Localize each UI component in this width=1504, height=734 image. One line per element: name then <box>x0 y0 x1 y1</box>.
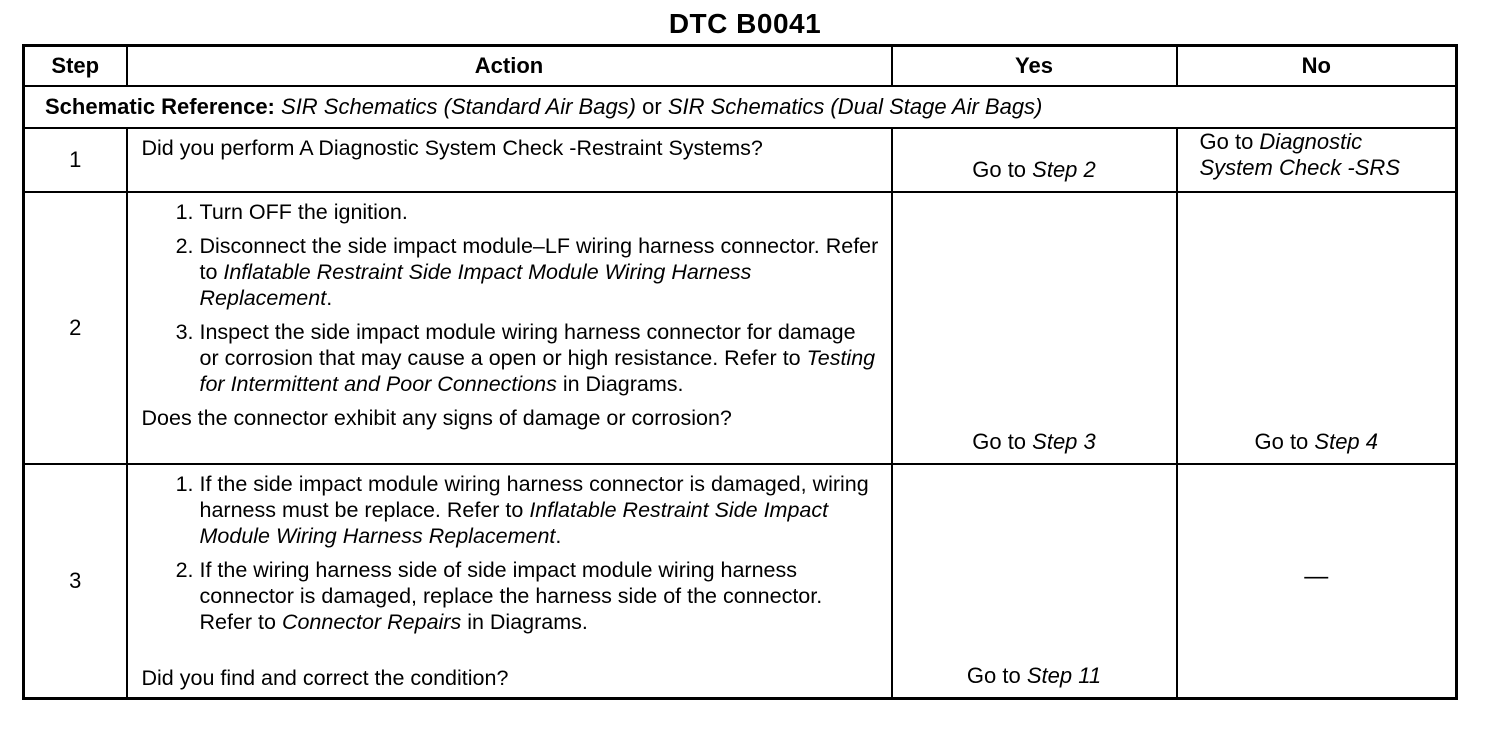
header-yes: Yes <box>892 46 1177 87</box>
yes-link[interactable]: Step 2 <box>1032 157 1096 182</box>
question-text: Did you find and correct the condition? <box>141 666 509 690</box>
table-row-step-3 <box>24 464 1457 699</box>
reference-link[interactable]: Connector Repairs <box>281 610 462 634</box>
doc-reference[interactable]: Diagrams <box>489 610 582 634</box>
question-text: Does the connector exhibit any signs of damage or corrosion? <box>141 406 732 430</box>
action-list <box>142 471 881 635</box>
action-cell <box>127 192 892 464</box>
step-number: 2 <box>24 192 127 464</box>
yes-cell: Go to Step 3 <box>892 192 1177 464</box>
no-link[interactable]: Step 4 <box>1314 429 1379 454</box>
no-cell: — <box>1177 464 1457 699</box>
yes-link[interactable]: Step 3 <box>1032 429 1096 454</box>
reference-link[interactable]: Inflatable Restraint Side Impact Module Wiring Harness Replacement <box>199 260 752 310</box>
doc-reference[interactable]: Diagrams <box>585 372 678 396</box>
step-number: 1 <box>24 128 127 192</box>
list-item: 1. Turn OFF the ignition. <box>200 199 881 225</box>
header-action: Action <box>127 46 892 87</box>
header-step: Step <box>24 46 127 87</box>
schematic-row <box>24 86 1457 128</box>
table-row-step-2 <box>24 192 1457 464</box>
list-item: 2. Disconnect the side impact module–LF wiring harness connector. Refer to Inflatable Restraint Side Impact Module Wiring Harness Replacement. <box>200 233 881 311</box>
action-cell <box>127 128 892 192</box>
no-link-cont[interactable]: System Check -SRS <box>1199 155 1400 180</box>
reference-link[interactable]: Inflatable Restraint Side Impact Module Wiring Harness Replacement <box>199 498 829 548</box>
page-title: DTC B0041 <box>668 8 822 39</box>
schematic-ref-standard[interactable]: SIR Schematics (Standard Air Bags) <box>281 94 637 119</box>
header-no: No <box>1177 46 1457 87</box>
list-item: 1. If the side impact module wiring harness connector is damaged, wiring harness must be replace. Refer to Inflatable Restraint Side Impact Module Wiring Harness Replacement. <box>200 471 881 549</box>
yes-cell: Go to Step 2 <box>892 128 1177 192</box>
reference-link[interactable]: Testing for Intermittent and Poor Connections <box>199 346 876 396</box>
schematic-ref-dual[interactable]: SIR Schematics (Dual Stage Air Bags) <box>667 94 1043 119</box>
schematic-or: or <box>642 94 662 119</box>
yes-link[interactable]: Step 11 <box>1026 663 1102 688</box>
no-cell: Go to Step 4 <box>1177 192 1457 464</box>
yes-cell: Go to Step 11 <box>892 464 1177 699</box>
schematic-label: Schematic Reference: <box>45 94 275 119</box>
schematic-reference <box>24 86 1457 128</box>
list-item: 2. If the wiring harness side of side impact module wiring harness connector is damaged, replace the harness side of the connector. Refer to Connector Repairs in Diagrams. <box>200 557 881 635</box>
no-link[interactable]: Diagnostic <box>1259 129 1363 154</box>
dtc-table <box>22 44 1458 700</box>
no-cell: Go to Diagnostic System Check -SRS <box>1177 128 1457 192</box>
action-list <box>142 199 881 397</box>
header-row <box>24 46 1457 87</box>
action-cell <box>127 464 892 699</box>
step-number: 3 <box>24 464 127 699</box>
list-item: 3. Inspect the side impact module wiring harness connector for damage or corrosion that may cause a open or high resistance. Refer to Testing for Intermittent and Poor Connections in Diagrams. <box>200 319 881 397</box>
question-text: Did you perform A Diagnostic System Check -Restraint Systems? <box>141 136 763 160</box>
table-row-step-1 <box>24 128 1457 192</box>
